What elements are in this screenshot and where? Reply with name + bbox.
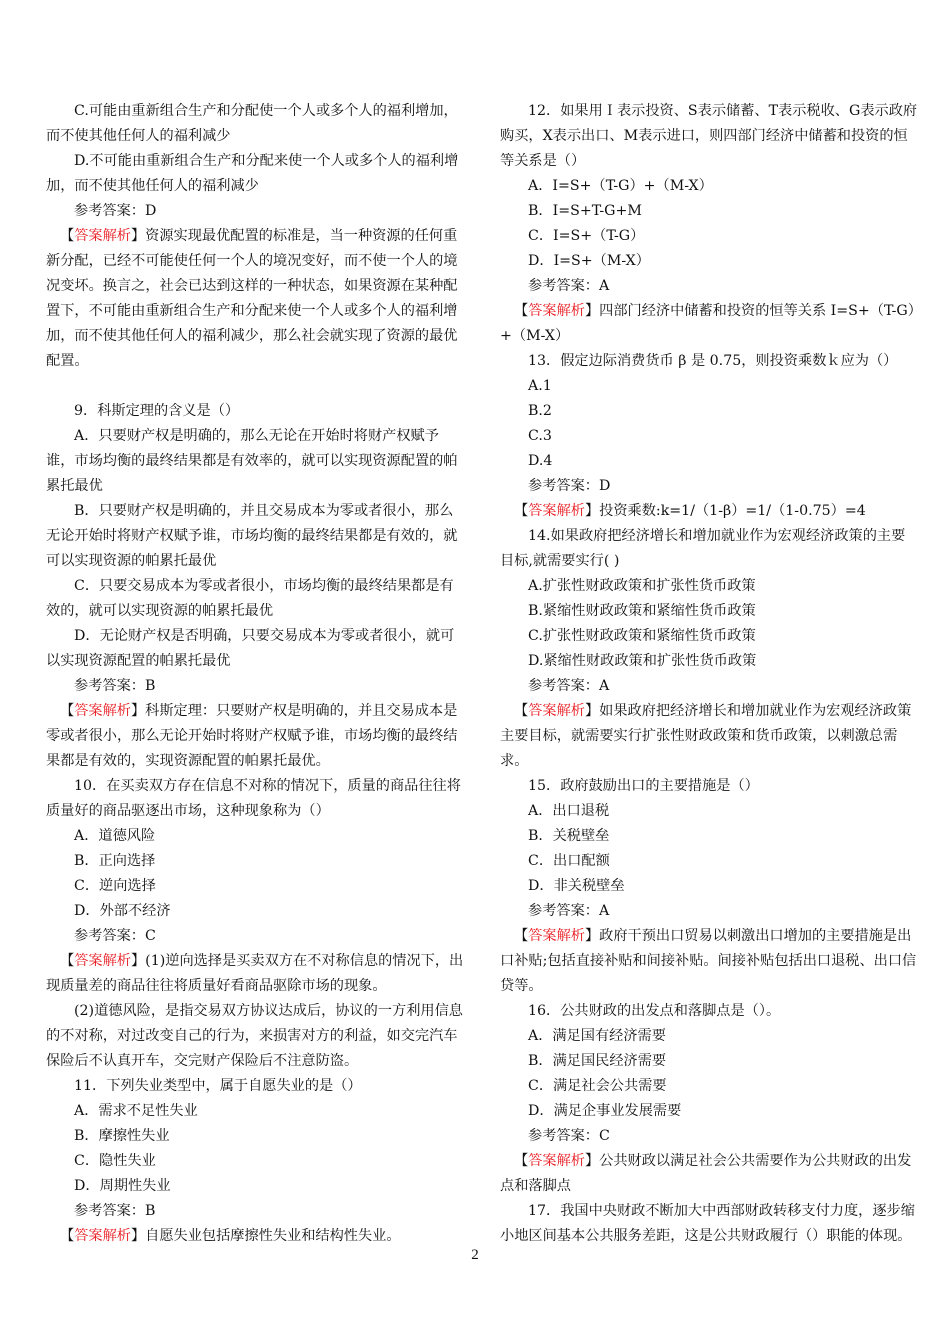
text-line: B．满足国民经济需要 — [528, 1053, 667, 1069]
left-column — [46, 99, 464, 1249]
paragraph-spacer — [46, 374, 464, 399]
bracket-open: 【 — [60, 1228, 75, 1244]
text-line: 参考答案：D — [74, 203, 157, 219]
bracket-close: 】 — [584, 703, 600, 719]
text-line: 参考答案：A — [528, 678, 610, 694]
bracket-close: 】 — [130, 228, 146, 244]
answer-tag: 答案解析 — [74, 228, 131, 244]
text-line: A．道德风险 — [74, 828, 156, 844]
text-line: B．摩擦性失业 — [74, 1128, 170, 1144]
answer-explanation — [500, 499, 918, 524]
bracket-open: 【 — [60, 228, 75, 244]
text-line: 参考答案：A — [528, 278, 610, 294]
bracket-open: 【 — [60, 953, 75, 969]
answer-tag: 答案解析 — [528, 303, 585, 319]
text-line: B．正向选择 — [74, 853, 156, 869]
text-line: C．出口配额 — [528, 853, 610, 869]
explanation-text: 自愿失业包括摩擦性失业和结构性失业。 — [145, 1228, 401, 1244]
explanation-text: 资源实现最优配置的标准是，当一种资源的任何重新分配，已经不可能使任何一个人的境况变好，而不使一个人的境况变坏。换言之，社会已达到这样的一种状态，如果资源在某种配置下，不可能由重新组合生产和分配来使一个人或多个人的福利增加，而不使其他任何人的福利减少，那么社会就实现了资源的最优配置。 — [46, 228, 458, 369]
text-line: A．满足国有经济需要 — [528, 1028, 666, 1044]
text-line: 17．我国中央财政不断加大中西部财政转移支付力度，逐步缩小地区间基本公共服务差距，这是公共财政履行（）职能的体现。 — [500, 1203, 915, 1244]
text-line: B.2 — [528, 403, 552, 419]
text-line: 参考答案：C — [74, 928, 156, 944]
text-line: 9．科斯定理的含义是（） — [74, 403, 240, 419]
text-line: D.紧缩性财政政策和扩张性货币政策 — [528, 653, 757, 669]
text-line: C．逆向选择 — [74, 878, 156, 894]
answer-explanation — [46, 949, 464, 999]
answer-tag: 答案解析 — [74, 703, 131, 719]
bracket-close: 】 — [584, 303, 600, 319]
answer-tag: 答案解析 — [528, 703, 585, 719]
text-line: D．外部不经济 — [74, 903, 171, 919]
bracket-open: 【 — [514, 1153, 529, 1169]
text-line: B．关税壁垒 — [528, 828, 610, 844]
right-column — [500, 99, 918, 1249]
text-line: C．满足社会公共需要 — [528, 1078, 667, 1094]
text-line: 12．如果用Ｉ表示投资、S表示储蓄、T表示税收、G表示政府购买，X表示出口、M表示进口，则四部门经济中储蓄和投资的恒等关系是（） — [500, 103, 918, 169]
text-line: C.可能由重新组合生产和分配使一个人或多个人的福利增加，而不使其他任何人的福利减少 — [46, 103, 458, 144]
text-line: 11．下列失业类型中，属于自愿失业的是（） — [74, 1078, 362, 1094]
text-line: A．只要财产权是明确的，那么无论在开始时将财产权赋予谁，市场均衡的最终结果都是有效率的，就可以实现资源配置的帕累托最优 — [46, 428, 458, 494]
answer-tag: 答案解析 — [528, 1153, 585, 1169]
text-line: C．只要交易成本为零或者很小，市场均衡的最终结果都是有效的，就可以实现资源的帕累托最优 — [46, 578, 454, 619]
text-line: A.1 — [528, 378, 552, 394]
text-line: 参考答案：A — [528, 903, 610, 919]
bracket-open: 【 — [514, 703, 529, 719]
bracket-close: 】 — [130, 703, 146, 719]
text-line: D．周期性失业 — [74, 1178, 171, 1194]
text-line: (2)道德风险，是指交易双方协议达成后，协议的一方利用信息的不对称，对过改变自己的行为，来损害对方的利益，如交完汽车保险后不认真开车，交完财产保险后不注意防盗。 — [46, 1003, 463, 1069]
text-line: 参考答案：D — [528, 478, 611, 494]
bracket-close: 】 — [130, 953, 146, 969]
text-line: B.紧缩性财政政策和紧缩性货币政策 — [528, 603, 756, 619]
text-line: A．I=S+（T-G）+（M-X） — [528, 178, 713, 194]
answer-explanation — [500, 924, 918, 999]
text-line: D．非关税壁垒 — [528, 878, 625, 894]
explanation-text: 投资乘数:k=1/（1-β）=1/（1-0.75）=4 — [599, 503, 866, 519]
text-line: D．满足企事业发展需要 — [528, 1103, 682, 1119]
text-line: 16．公共财政的出发点和落脚点是（）。 — [528, 1003, 781, 1019]
answer-explanation — [500, 1149, 918, 1199]
explanation-text: (1)逆向选择是买卖双方在不对称信息的情况下，出现质量差的商品往往将质量好看商品驱除市场的现象。 — [46, 953, 464, 994]
answer-tag: 答案解析 — [74, 953, 131, 969]
text-line: D.4 — [528, 453, 553, 469]
bracket-open: 【 — [514, 928, 529, 944]
text-line: 参考答案：C — [528, 1128, 610, 1144]
text-line: C．I=S+（T-G） — [528, 228, 645, 244]
answer-explanation — [500, 299, 918, 349]
answer-explanation — [500, 699, 918, 774]
text-line: A．出口退税 — [528, 803, 610, 819]
text-line: C.3 — [528, 428, 552, 444]
answer-tag: 答案解析 — [74, 1228, 131, 1244]
answer-explanation — [46, 224, 464, 374]
text-line: 13．假定边际消费货币 β 是 0.75，则投资乘数ｋ应为（） — [528, 353, 898, 369]
text-line: A.扩张性财政政策和扩张性货币政策 — [528, 578, 756, 594]
text-line: 参考答案：B — [74, 678, 156, 694]
text-line: B．只要财产权是明确的，并且交易成本为零或者很小，那么无论开始时将财产权赋予谁，市场均衡的最终结果都是有效的，就可以实现资源的帕累托最优 — [46, 503, 458, 569]
bracket-open: 【 — [514, 503, 529, 519]
bracket-close: 】 — [584, 503, 600, 519]
explanation-text: 四部门经济中储蓄和投资的恒等关系 I=S+（T-G）+（M-X） — [500, 303, 915, 344]
bracket-close: 】 — [584, 928, 600, 944]
text-line: D.不可能由重新组合生产和分配来使一个人或多个人的福利增加，而不使其他任何人的福利减少 — [46, 153, 459, 194]
text-line: D．无论财产权是否明确，只要交易成本为零或者很小，就可以实现资源配置的帕累托最优 — [46, 628, 455, 669]
explanation-text: 公共财政以满足社会公共需要作为公共财政的出发点和落脚点 — [500, 1153, 912, 1194]
answer-tag: 答案解析 — [528, 503, 585, 519]
text-line: 参考答案：B — [74, 1203, 156, 1219]
bracket-close: 】 — [130, 1228, 146, 1244]
explanation-text: 如果政府把经济增长和增加就业作为宏观经济政策主要目标，就需要实行扩张性财政政策和货币政策，以刺激总需求。 — [500, 703, 912, 769]
answer-explanation — [46, 1224, 464, 1249]
answer-explanation — [46, 699, 464, 774]
text-line: B．I=S+T-G+M — [528, 203, 642, 219]
text-line: 15．政府鼓励出口的主要措施是（） — [528, 778, 759, 794]
text-line: D．I=S+（M-X） — [528, 253, 650, 269]
page-number: 2 — [471, 1247, 479, 1263]
text-line: 10．在买卖双方存在信息不对称的情况下，质量的商品往往将质量好的商品驱逐出市场，这种现象称为（） — [46, 778, 461, 819]
bracket-close: 】 — [584, 1153, 600, 1169]
text-line: A．需求不足性失业 — [74, 1103, 198, 1119]
bracket-open: 【 — [60, 703, 75, 719]
bracket-open: 【 — [514, 303, 529, 319]
text-line: C.扩张性财政政策和紧缩性货币政策 — [528, 628, 756, 644]
answer-tag: 答案解析 — [528, 928, 585, 944]
explanation-text: 科斯定理：只要财产权是明确的，并且交易成本是零或者很小，那么无论开始时将财产权赋予谁，市场均衡的最终结果都是有效的，实现资源配置的帕累托最优。 — [46, 703, 458, 769]
text-line: 14.如果政府把经济增长和增加就业作为宏观经济政策的主要目标,就需要实行( ) — [500, 528, 906, 569]
explanation-text: 政府干预出口贸易以刺激出口增加的主要措施是出口补贴;包括直接补贴和间接补贴。间接补贴包括出口退税、出口信贷等。 — [500, 928, 917, 994]
text-line: C．隐性失业 — [74, 1153, 156, 1169]
